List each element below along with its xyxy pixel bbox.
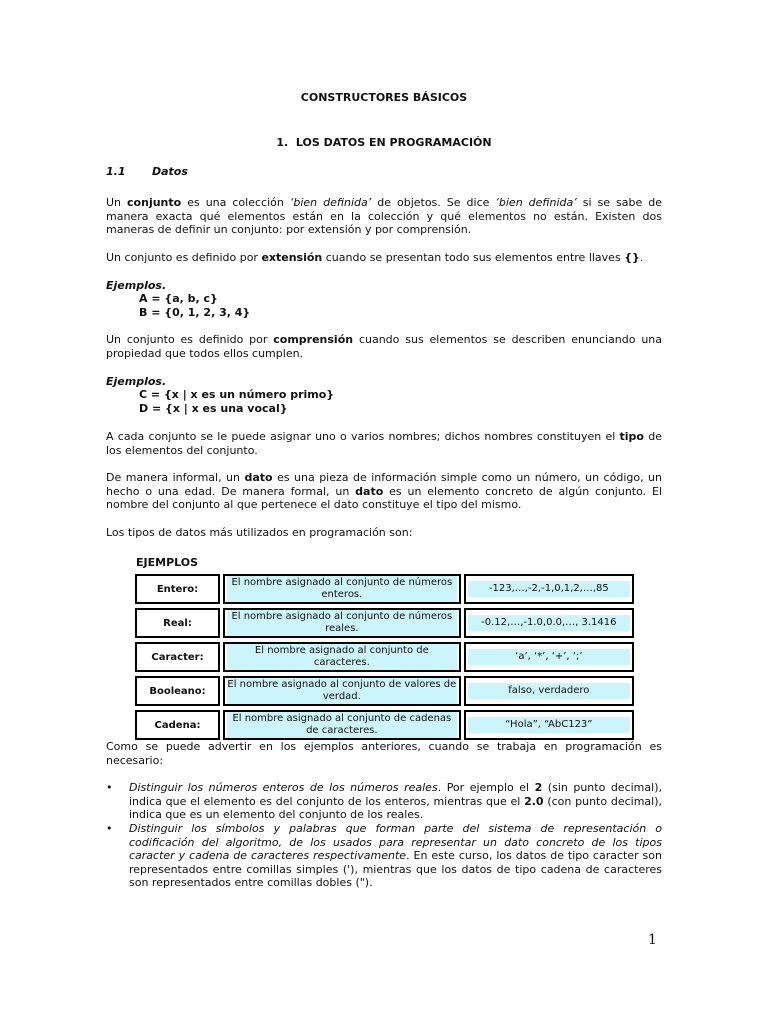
type-name: Caracter: <box>135 642 220 672</box>
type-name: Entero: <box>135 574 220 604</box>
chapter-number: 1. <box>276 136 289 149</box>
type-example: ‘a’, ‘*’, ‘+’, ‘;’ <box>468 649 630 665</box>
type-example: falso, verdadero <box>468 683 630 699</box>
type-description: El nombre asignado al conjunto de números reales. <box>227 610 457 636</box>
type-description: El nombre asignado al conjunto de cadenas de caracteres. <box>227 712 457 738</box>
page-number: 1 <box>648 932 657 948</box>
type-example: -123,…,-2,-1,0,1,2,…,85 <box>468 581 630 597</box>
table-row <box>135 642 634 672</box>
paragraph-conjunto: Un conjunto es una colección ‘bien definida’ de objetos. Se dice ‘bien definida’ si se sabe de manera exacta qué elementos están en la colección y qué elementos no están. Existen dos maneras de definir un conjunto: por extensión y por comprensión. <box>106 196 663 236</box>
examples-heading-1: Ejemplos. <box>106 279 167 292</box>
paragraph-extension: Un conjunto es definido por extensión cuando se presentan todo sus elementos entre llaves {}. <box>106 251 644 264</box>
table-row <box>135 710 634 740</box>
type-description: El nombre asignado al conjunto de caracteres. <box>227 644 457 670</box>
table-row <box>135 608 634 638</box>
bullet-marker: • <box>106 822 113 835</box>
paragraph-comprension: Un conjunto es definido por comprensión cuando sus elementos se describen enunciando una propiedad que todos ellos cumplen. <box>106 333 662 360</box>
type-name: Cadena: <box>135 710 220 740</box>
bullet-marker: • <box>106 781 113 794</box>
table-heading: EJEMPLOS <box>136 556 199 569</box>
paragraph-tipos-intro: Los tipos de datos más utilizados en programación son: <box>106 526 413 539</box>
type-description: El nombre asignado al conjunto de números enteros. <box>227 576 457 602</box>
paragraph-tipo: A cada conjunto se le puede asignar uno o varios nombres; dichos nombres constituyen el tipo de los elementos del conjunto. <box>106 430 662 457</box>
example-set-b: B = {0, 1, 2, 3, 4} <box>139 306 251 319</box>
chapter-title: LOS DATOS EN PROGRAMACIÓN <box>295 136 492 149</box>
type-example: “Hola”, “AbC123” <box>468 717 630 733</box>
table-row <box>135 574 634 604</box>
document-title: CONSTRUCTORES BÁSICOS <box>300 91 468 104</box>
bullet-enteros-reales: Distinguir los números enteros de los números reales. Por ejemplo el 2 (sin punto decimal), indica que el elemento es del conjunto de los enteros, mientras que el 2.0 (con punto decimal), indica que es un elemento del conjunto de los reales. <box>129 781 663 821</box>
type-name: Real: <box>135 608 220 638</box>
type-example: -0.12,…,-1.0,0.0,…, 3.1416 <box>468 615 630 631</box>
type-name: Booleano: <box>135 676 220 706</box>
example-set-a: A = {a, b, c} <box>139 292 218 305</box>
section-title: Datos <box>152 165 188 178</box>
table-row <box>135 676 634 706</box>
data-types-table <box>135 570 634 744</box>
example-set-c: C = {x | x es un número primo} <box>139 388 335 401</box>
example-set-d: D = {x | x es una vocal} <box>139 402 288 415</box>
type-description: El nombre asignado al conjunto de valores de verdad. <box>227 679 457 702</box>
paragraph-advertir: Como se puede advertir en los ejemplos anteriores, cuando se trabaja en programación es necesario: <box>106 740 662 767</box>
section-number: 1.1 <box>106 165 126 178</box>
paragraph-dato: De manera informal, un dato es una pieza de información simple como un número, un código, un hecho o una edad. De manera formal, un dato es un elemento concreto de algún conjunto. El nombre del conjunto al que pertenece el dato constituye el tipo del mismo. <box>106 471 662 511</box>
chapter-heading <box>0 136 768 149</box>
examples-heading-2: Ejemplos. <box>106 375 167 388</box>
bullet-simbolos: Distinguir los símbolos y palabras que forman parte del sistema de representación o codificación del algoritmo, de los usados para representar un dato concreto de los tipos caracter y cadena de caracteres respectivamente. En este curso, los datos de tipo caracter son representados entre comillas simples ('), mientras que los datos de tipo cadena de caracteres son representados entre comillas dobles ("). <box>129 822 662 889</box>
